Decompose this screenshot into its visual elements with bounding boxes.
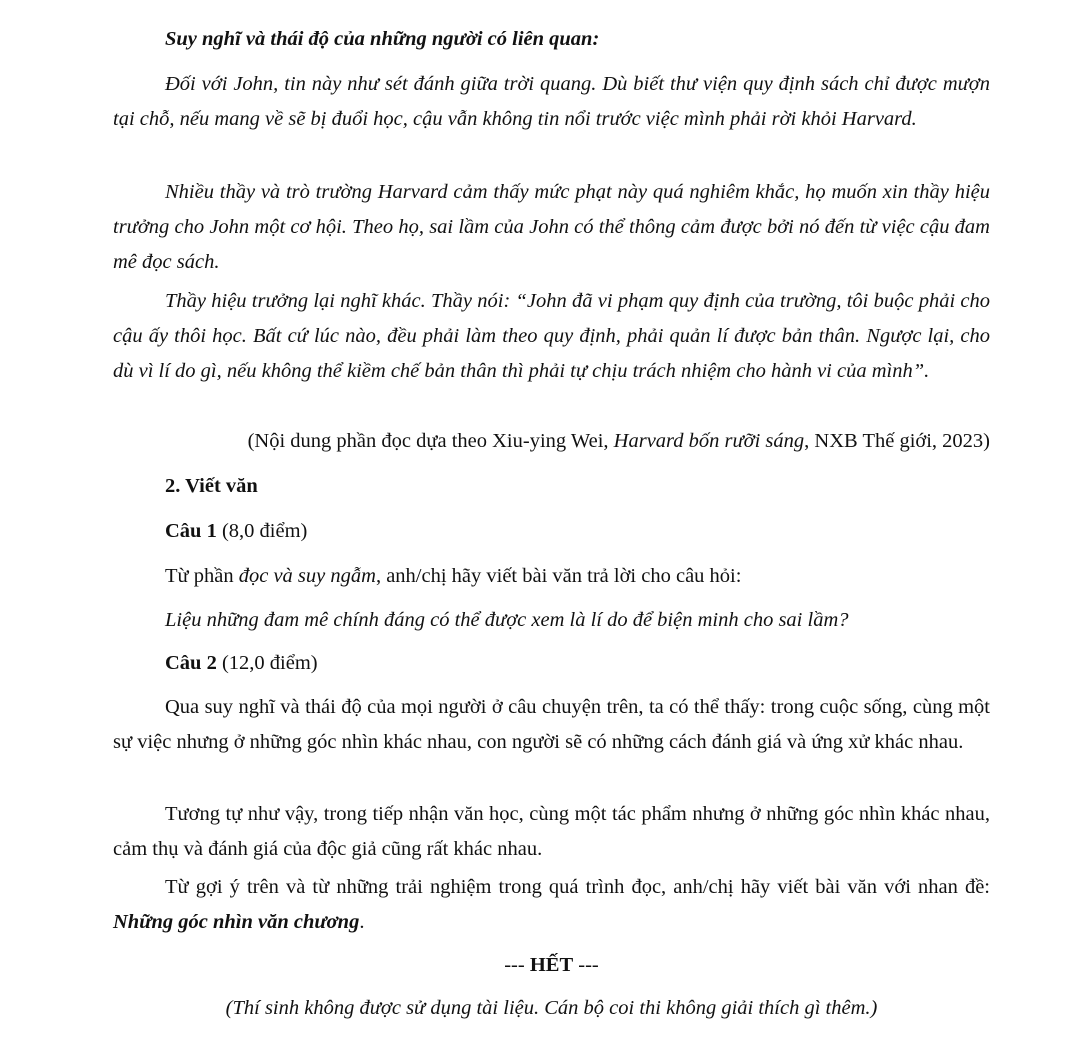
end-mark-left: --- — [504, 954, 530, 976]
question-2-p3-prefix: Từ gợi ý trên và từ những trải nghiệm trong quá trình đọc, anh/chị hãy viết bài văn với nhan đề: — [165, 876, 990, 898]
essay-title: Những góc nhìn văn chương — [113, 911, 360, 933]
question-2-p3-end: . — [359, 911, 365, 933]
source-citation — [113, 424, 990, 459]
question-2-paragraph-1: Qua suy nghĩ và thái độ của mọi người ở câu chuyện trên, ta có thể thấy: trong cuộc sống, cùng một sự việc nhưng ở những góc nhìn khác nhau, con người sẽ có những cách đánh giá và ứng xử khác nhau. — [113, 696, 990, 753]
question-2-paragraph-2: Tương tự như vậy, trong tiếp nhận văn học, cùng một tác phẩm nhưng ở những góc nhìn khác nhau, cảm thụ và đánh giá của độc giả cũng rất khác nhau. — [113, 803, 990, 860]
question-2-header — [165, 646, 990, 681]
source-suffix: , NXB Thế giới, 2023) — [804, 430, 990, 452]
question-1-intro-suffix: , anh/chị hãy viết bài văn trả lời cho câu hỏi: — [375, 565, 742, 587]
reading-paragraph-2: Nhiều thầy và trò trường Harvard cảm thấy mức phạt này quá nghiêm khắc, họ muốn xin thầy hiệu trưởng cho John một cơ hội. Theo họ, sai lầm của John có thể thông cảm được bởi nó đến từ việc cậu đam mê đọc sách. — [113, 181, 990, 273]
end-mark-right: --- — [573, 954, 599, 976]
question-2-paragraph-3 — [113, 870, 990, 940]
source-book-title: Harvard bốn rưỡi sáng — [613, 430, 805, 452]
reading-paragraph-1: Đối với John, tin này như sét đánh giữa trời quang. Dù biết thư viện quy định sách chỉ được mượn tại chỗ, nếu mang về sẽ bị đuổi học, cậu vẫn không tin nổi trước việc mình phải rời khỏi Harvard. — [113, 73, 990, 130]
question-1-label: Câu 1 — [165, 520, 217, 542]
writing-heading: 2. Viết văn — [165, 475, 258, 497]
question-2-label: Câu 2 — [165, 652, 217, 674]
end-mark — [113, 948, 990, 983]
reading-paragraph-3: Thầy hiệu trưởng lại nghĩ khác. Thầy nói: “John đã vi phạm quy định của trường, tôi buộc phải cho cậu ấy thôi học. Bất cứ lúc nào, đều phải làm theo quy định, phải quản lí được bản thân. Ngược lại, cho dù vì lí do gì, nếu không thể kiềm chế bản thân thì phải tự chịu trách nhiệm cho hành vi của mình”. — [113, 290, 990, 382]
exam-note: (Thí sinh không được sử dụng tài liệu. Cán bộ coi thi không giải thích gì thêm.) — [225, 997, 878, 1019]
source-prefix: (Nội dung phần đọc dựa theo Xiu-ying Wei, — [247, 430, 614, 452]
reading-heading: Suy nghĩ và thái độ của những người có liên quan: — [165, 28, 600, 50]
question-1-intro — [165, 559, 990, 594]
question-2-points: (12,0 điểm) — [216, 652, 318, 674]
question-1-header — [165, 514, 990, 549]
end-mark-word: HẾT — [529, 954, 574, 976]
question-1-intro-italic: đọc và suy ngẫm — [238, 565, 376, 587]
question-1-points: (8,0 điểm) — [216, 520, 308, 542]
question-1-intro-prefix: Từ phần — [165, 565, 239, 587]
question-1-text: Liệu những đam mê chính đáng có thể được xem là lí do để biện minh cho sai lầm? — [165, 609, 849, 631]
